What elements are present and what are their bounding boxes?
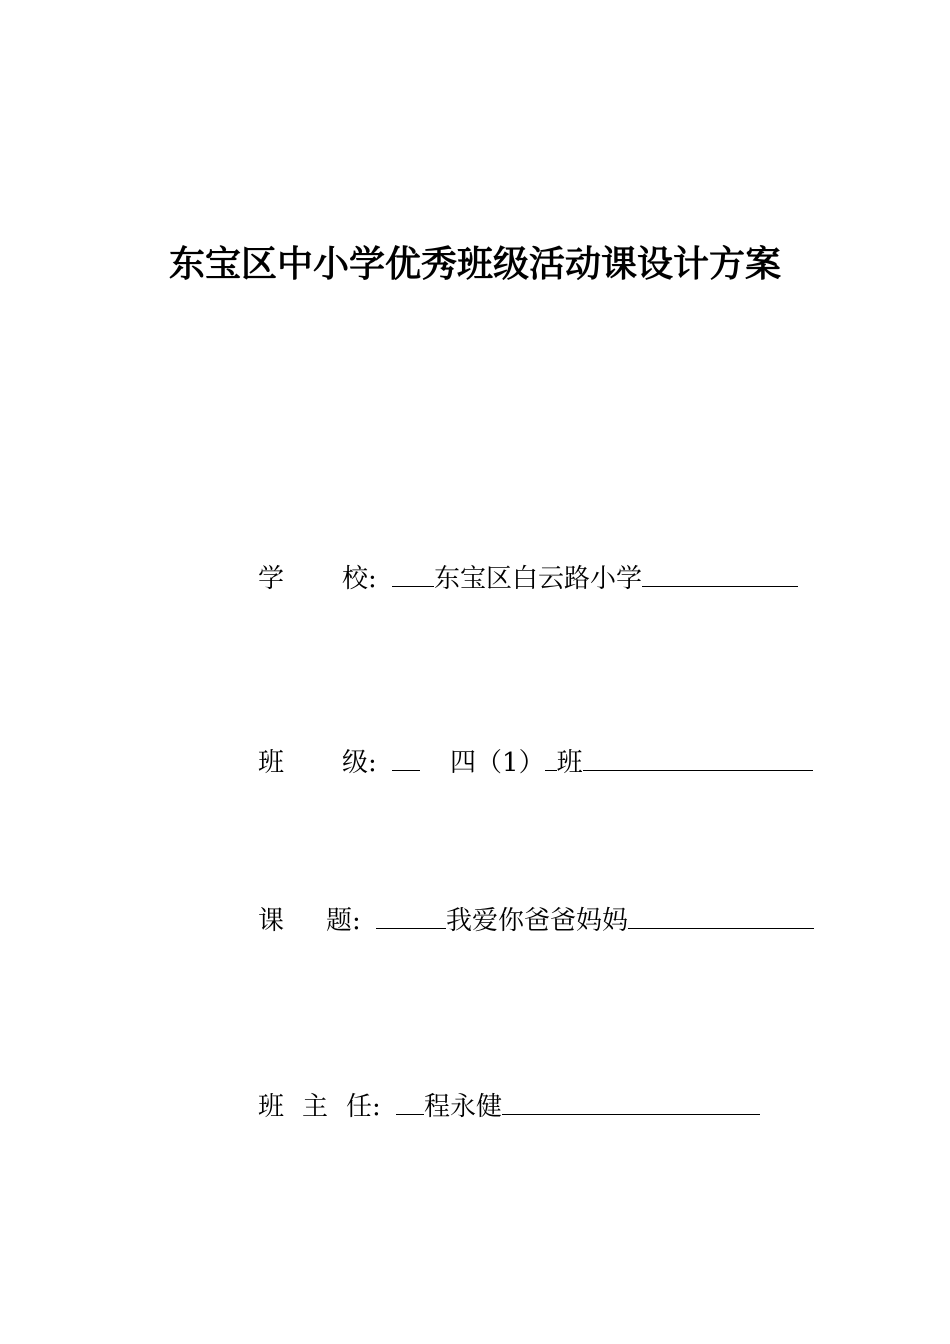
class-label-char-1: 班	[258, 748, 285, 778]
school-underline-after	[642, 558, 798, 587]
school-field	[258, 558, 798, 597]
teacher-label-char-2: 主	[302, 1092, 329, 1122]
school-underline-before	[392, 558, 434, 587]
class-underline-after	[583, 742, 813, 771]
teacher-underline-after	[502, 1086, 760, 1115]
class-field	[258, 742, 813, 781]
class-underline-before	[392, 742, 420, 771]
teacher-underline-before	[396, 1086, 424, 1115]
topic-field	[258, 900, 814, 939]
teacher-value: 程永健	[424, 1092, 503, 1122]
class-value: 四（1）	[450, 748, 545, 778]
topic-label-char-2: 题	[326, 906, 353, 936]
class-label-char-2: 级	[342, 748, 369, 778]
class-value-suffix: 班	[556, 748, 583, 778]
topic-underline-before	[376, 900, 446, 929]
class-underline-mid	[545, 742, 557, 771]
school-label-char-2: 校	[342, 564, 369, 594]
topic-label-char-1: 课	[258, 906, 285, 936]
school-value: 东宝区白云路小学	[434, 564, 643, 594]
document-title: 东宝区中小学优秀班级活动课设计方案	[168, 244, 781, 285]
topic-colon: :	[352, 906, 361, 936]
class-colon: :	[368, 748, 377, 778]
teacher-label-char-3: 任	[346, 1092, 373, 1122]
teacher-label-char-1: 班	[258, 1092, 285, 1122]
teacher-field	[258, 1086, 760, 1125]
school-colon: :	[368, 564, 377, 594]
teacher-colon: :	[372, 1092, 381, 1122]
topic-value: 我爱你爸爸妈妈	[446, 906, 629, 936]
topic-underline-after	[628, 900, 814, 929]
school-label-char-1: 学	[258, 564, 285, 594]
